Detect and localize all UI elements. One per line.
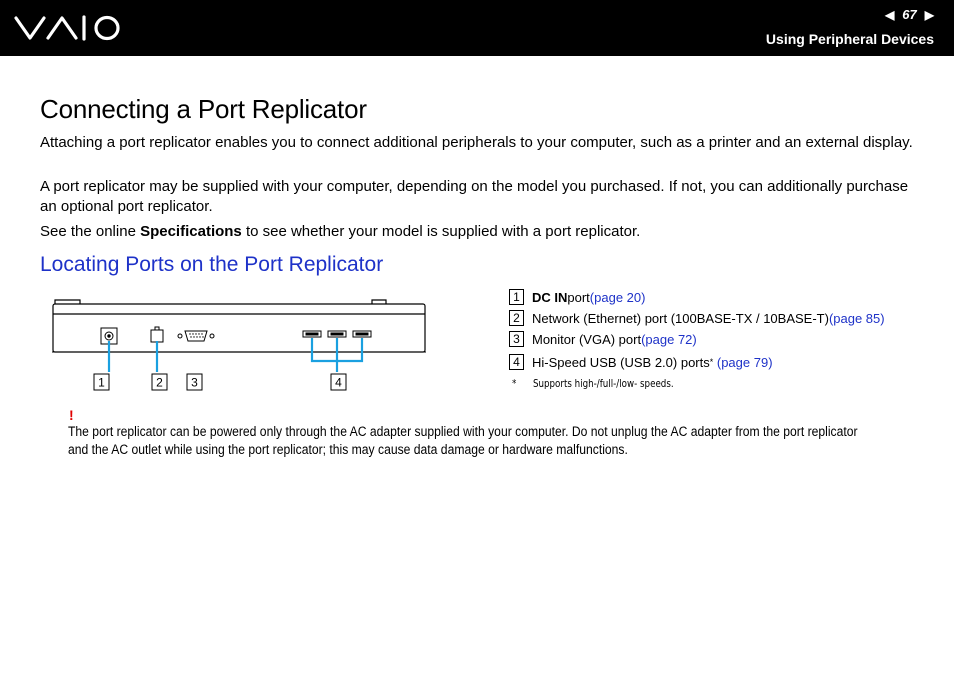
legend-number-box: 1 bbox=[509, 289, 524, 305]
callout-1: 1 bbox=[98, 375, 105, 390]
vaio-logo bbox=[14, 14, 122, 42]
legend-item-monitor bbox=[509, 331, 697, 347]
footnote-marker: * bbox=[709, 357, 714, 367]
paragraph-3-pre: See the online bbox=[40, 223, 141, 240]
callout-2: 2 bbox=[156, 375, 163, 390]
legend-text: Monitor (VGA) port bbox=[532, 331, 642, 347]
callout-labels bbox=[94, 374, 346, 390]
legend-item-network bbox=[509, 310, 885, 326]
legend-number-box: 3 bbox=[509, 331, 524, 347]
callout-3: 3 bbox=[191, 375, 198, 390]
page-link[interactable]: (page 20) bbox=[589, 289, 646, 305]
paragraph-2: A port replicator may be supplied with your computer, depending on the model you purchased. If not, you can additionally purchase an optional port replicator. bbox=[40, 178, 909, 215]
paragraph-1: Attaching a port replicator enables you to connect additional peripherals to your computer, such as a printer and an external display. bbox=[40, 134, 913, 151]
legend-text: Hi-Speed USB (USB 2.0) ports bbox=[532, 354, 710, 370]
specifications-term: Specifications bbox=[140, 223, 242, 240]
section-subtitle: Locating Ports on the Port Replicator bbox=[40, 253, 384, 276]
legend-item-dc-in bbox=[509, 289, 645, 305]
warning-text: The port replicator can be powered only through the AC adapter supplied with your computer. Do not unplug the AC adapter from the port replicator and the AC outlet while using the port replicator; this may cause data damage or hardware malfunctions. bbox=[68, 424, 858, 457]
page-navigation bbox=[885, 7, 934, 22]
page-link[interactable]: (page 85) bbox=[828, 310, 885, 326]
legend-text: Network (Ethernet) port (100BASE-TX / 10BASE-T) bbox=[532, 310, 829, 326]
legend-number-box: 4 bbox=[509, 354, 524, 370]
section-name: Using Peripheral Devices bbox=[765, 31, 934, 47]
triangle-left-icon[interactable]: ◀ bbox=[885, 7, 895, 22]
legend-text: port bbox=[567, 289, 590, 305]
page-header bbox=[0, 0, 954, 56]
callout-4: 4 bbox=[335, 375, 342, 390]
warning-icon: ! bbox=[69, 407, 74, 423]
legend-bold: DC IN bbox=[532, 289, 568, 305]
port-replicator-illustration bbox=[50, 294, 430, 398]
footnote: * Supports high-/full-/low- speeds. bbox=[512, 377, 674, 390]
page-link[interactable]: (page 72) bbox=[641, 331, 697, 347]
page-number: 67 bbox=[902, 7, 917, 22]
paragraph-3-post: to see whether your model is supplied with a port replicator. bbox=[241, 223, 641, 240]
paragraph-3 bbox=[40, 222, 925, 242]
legend-item-usb bbox=[509, 354, 773, 370]
page-link[interactable]: (page 79) bbox=[716, 354, 773, 370]
page-title: Connecting a Port Replicator bbox=[40, 94, 367, 124]
triangle-right-icon[interactable]: ▶ bbox=[924, 7, 934, 22]
legend-number-box: 2 bbox=[509, 310, 524, 326]
